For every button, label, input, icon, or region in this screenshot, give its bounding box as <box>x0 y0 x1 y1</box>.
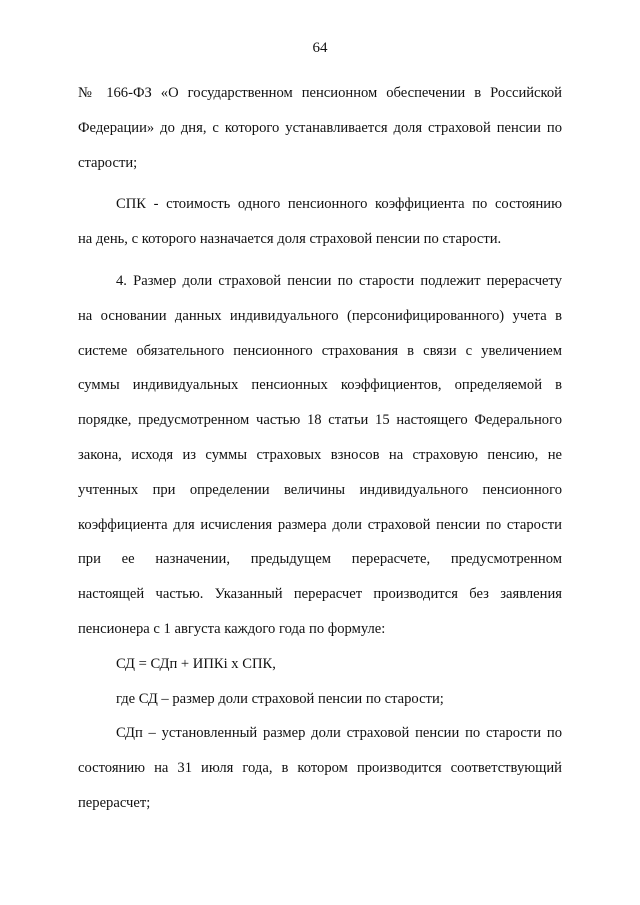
text-line: СПК - стоимость одного пенсионного коэффициента по состоянию <box>116 196 562 213</box>
text-line: старости; <box>78 154 138 171</box>
text-line: Федерации» до дня, с которого устанавливается доля страховой пенсии по <box>78 119 562 136</box>
text-line: пенсионера с 1 августа каждого года по формуле: <box>78 620 386 637</box>
text-line: учтенных при определении величины индивидуального пенсионного <box>78 481 562 498</box>
document-body <box>78 76 562 821</box>
text-line: суммы индивидуальных пенсионных коэффициентов, определяемой в <box>78 377 562 394</box>
formula: СД = СДп + ИПКi х СПК, <box>116 655 276 672</box>
text-line: на день, с которого назначается доля страховой пенсии по старости. <box>78 231 502 248</box>
text-line: перерасчет; <box>78 794 151 811</box>
text-line: 4. Размер доли страховой пенсии по старости подлежит перерасчету <box>116 272 562 289</box>
text-line: коэффициента для исчисления размера доли страховой пенсии по старости <box>78 516 562 533</box>
page-number: 64 <box>312 40 328 56</box>
text-line: закона, исходя из суммы страховых взносов на страховую пенсию, не <box>78 446 562 463</box>
text-line: настоящей частью. Указанный перерасчет производится без заявления <box>78 586 562 603</box>
text-line: СДп – установленный размер доли страховой пенсии по старости по <box>116 725 562 742</box>
text-line: состоянию на 31 июля года, в котором производится соответствующий <box>78 760 562 777</box>
text-line: при ее назначении, предыдущем перерасчете, предусмотренном <box>78 551 562 568</box>
text-line: № 166-ФЗ «О государственном пенсионном обеспечении в Российской <box>78 85 562 101</box>
text-line: на основании данных индивидуального (персонифицированного) учета в <box>78 307 562 324</box>
text-line: где СД – размер доли страховой пенсии по старости; <box>116 690 444 707</box>
text-line: системе обязательного пенсионного страхования в связи с увеличением <box>78 342 562 359</box>
text-line: порядке, предусмотренном частью 18 статьи 15 настоящего Федерального <box>78 412 562 429</box>
